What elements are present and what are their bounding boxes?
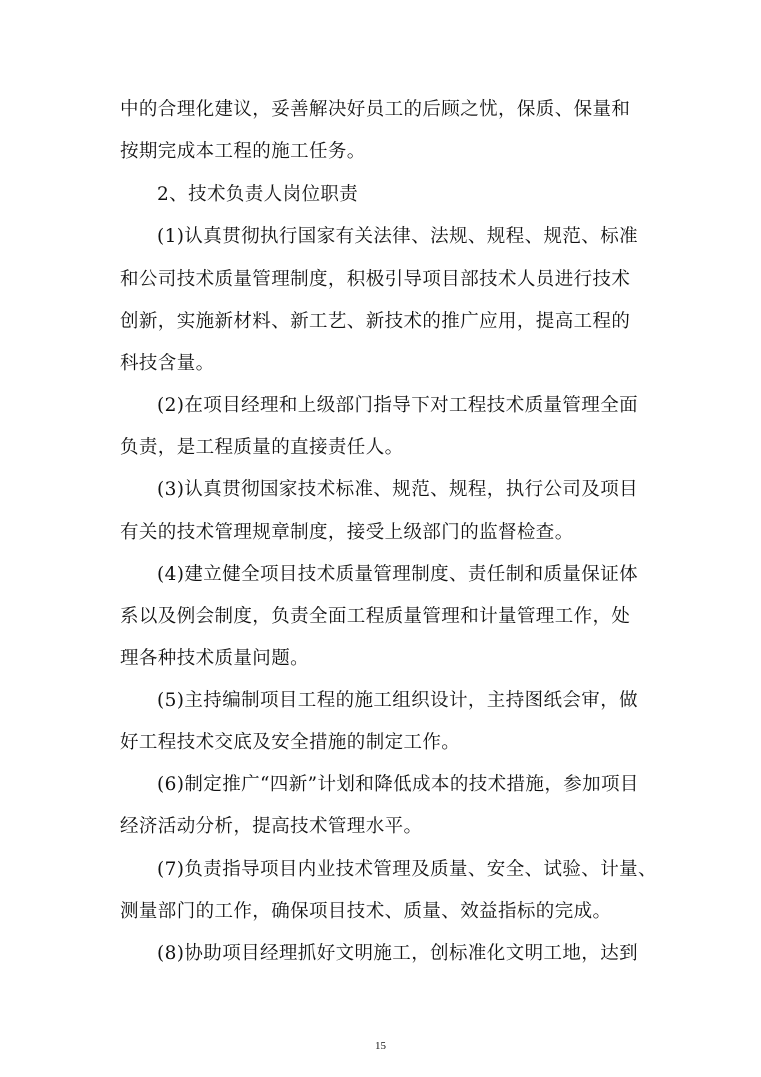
text-line: 负责，是工程质量的直接责任人。 bbox=[120, 437, 404, 458]
text-line: (7)负责指导项目内业技术管理及质量、安全、试验、计量、 bbox=[157, 859, 657, 880]
text-line: (5)主持编制项目工程的施工组织设计，主持图纸会审，做 bbox=[157, 690, 639, 711]
text-line: 科技含量。 bbox=[120, 353, 215, 374]
text-line: (4)建立健全项目技术质量管理制度、责任制和质量保证体 bbox=[157, 564, 639, 585]
text-line: 创新，实施新材料、新工艺、新技术的推广应用，提高工程的 bbox=[120, 311, 631, 332]
text-line: (8)协助项目经理抓好文明施工，创标准化文明工地，达到 bbox=[157, 943, 639, 964]
text-line: 有关的技术管理规章制度，接受上级部门的监督检查。 bbox=[120, 522, 574, 543]
text-line: 和公司技术质量管理制度，积极引导项目部技术人员进行技术 bbox=[120, 269, 631, 290]
text-line: 理各种技术质量问题。 bbox=[120, 648, 310, 669]
page-number: 15 bbox=[375, 1040, 386, 1052]
text-line: (3)认真贯彻国家技术标准、规范、规程，执行公司及项目 bbox=[157, 479, 639, 500]
section-heading: 2、技术负责人岗位职责 bbox=[157, 184, 359, 205]
text-line: 测量部门的工作，确保项目技术、质量、效益指标的完成。 bbox=[120, 901, 612, 922]
text-line: (2)在项目经理和上级部门指导下对工程技术质量管理全面 bbox=[157, 395, 639, 416]
text-line: (1)认真贯彻执行国家有关法律、法规、规程、规范、标准 bbox=[157, 226, 639, 247]
text-line: 经济活动分析，提高技术管理水平。 bbox=[120, 816, 423, 837]
text-line: 按期完成本工程的施工任务。 bbox=[120, 141, 366, 162]
text-line: (6)制定推广“四新”计划和降低成本的技术措施，参加项目 bbox=[157, 774, 639, 795]
text-line: 中的合理化建议，妥善解决好员工的后顾之忧，保质、保量和 bbox=[120, 99, 631, 120]
text-line: 系以及例会制度，负责全面工程质量管理和计量管理工作，处 bbox=[120, 606, 631, 627]
text-line: 好工程技术交底及安全措施的制定工作。 bbox=[120, 732, 461, 753]
